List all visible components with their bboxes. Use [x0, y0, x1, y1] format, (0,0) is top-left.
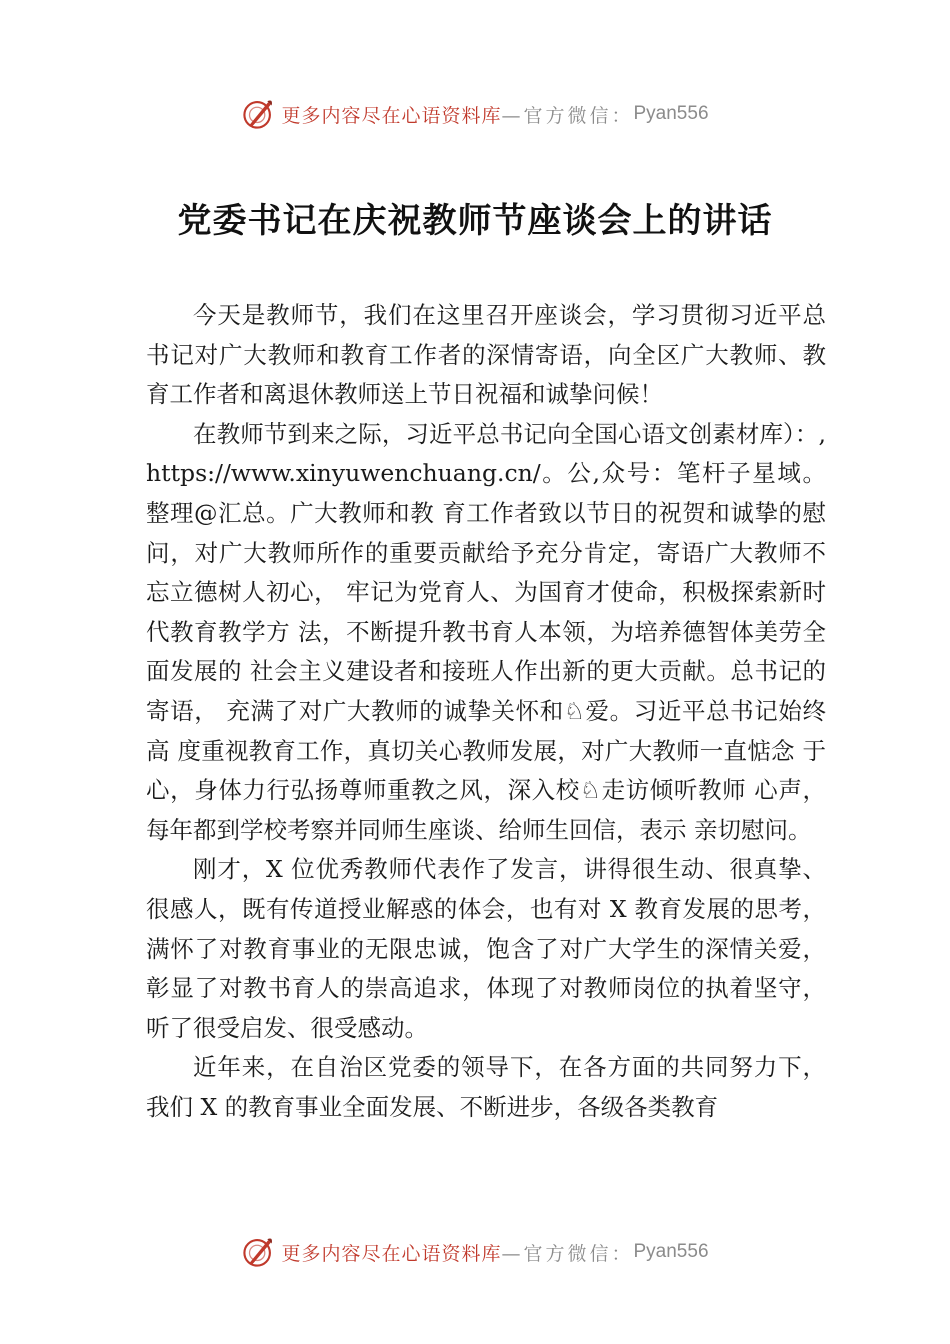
quill-pen-logo-icon — [241, 97, 275, 131]
document-body — [146, 296, 826, 1127]
header-banner-account-id: Pyan556 — [633, 103, 709, 124]
paragraph-2: 在教师节到来之际，习近平总书记向全国心语文创素材库）：,https://www.xinyuwenchuang.cn/。公,众号：笔杆子星域。整理@汇总。广大教师和教 育工作者致以节日的祝贺和诚挚的慰问，对广大教师所作的重要贡献给予充分肯定，寄语广大教师不忘立德树人初心， 牢记为党育人、为国育才使命，积极探索新时代教育教学方 法，不断提升教书育人本领，为培养德智体美劳全面发展的 社会主义建设者和接班人作出新的更大贡献。总书记的寄语， 充满了对广大教师的诚挚关怀和♘爱。习近平总书记始终高 度重视教育工作，真切关心教师发展，对广大教师一直惦念 于心，身体力行弘扬尊师重教之风，深入校♘走访倾听教师 心声，每年都到学校考察并同师生座谈、给师生回信，表示 亲切慰问。 — [146, 419, 826, 844]
footer-banner-sub-text: —官方微信： — [501, 1242, 634, 1265]
paragraph-3: 刚才，X 位优秀教师代表作了发言，讲得很生动、很真挚、很感人，既有传道授业解惑的体会，也有对 X 教育发展的思考，满怀了对教育事业的无限忠诚，饱含了对广大学生的深情关爱，彰显了对教书育人的崇高追求，体现了对教师岗位的执着坚守，听了很受启发、很受感动。 — [146, 855, 826, 1042]
footer-banner — [0, 1232, 950, 1272]
quill-pen-logo-icon — [241, 1235, 275, 1269]
paragraph-1: 今天是教师节，我们在这里召开座谈会，学习贯彻习近平总书记对广大教师和教育工作者的深情寄语，向全区广大教师、教育工作者和离退休教师送上节日祝福和诚挚问候！ — [146, 301, 826, 409]
header-banner-sub-text: —官方微信： — [501, 104, 634, 127]
header-banner — [0, 94, 950, 134]
paragraph-4: 近年来，在自治区党委的领导下，在各方面的共同努力下，我们 X 的教育事业全面发展、不断进步，各级各类教育 — [146, 1053, 826, 1121]
footer-banner-account-id: Pyan556 — [633, 1241, 709, 1262]
header-banner-main-text: 更多内容尽在心语资料库 — [281, 104, 502, 127]
footer-banner-main-text: 更多内容尽在心语资料库 — [281, 1242, 502, 1265]
document-title: 党委书记在庆祝教师节座谈会上的讲话 — [177, 201, 773, 241]
